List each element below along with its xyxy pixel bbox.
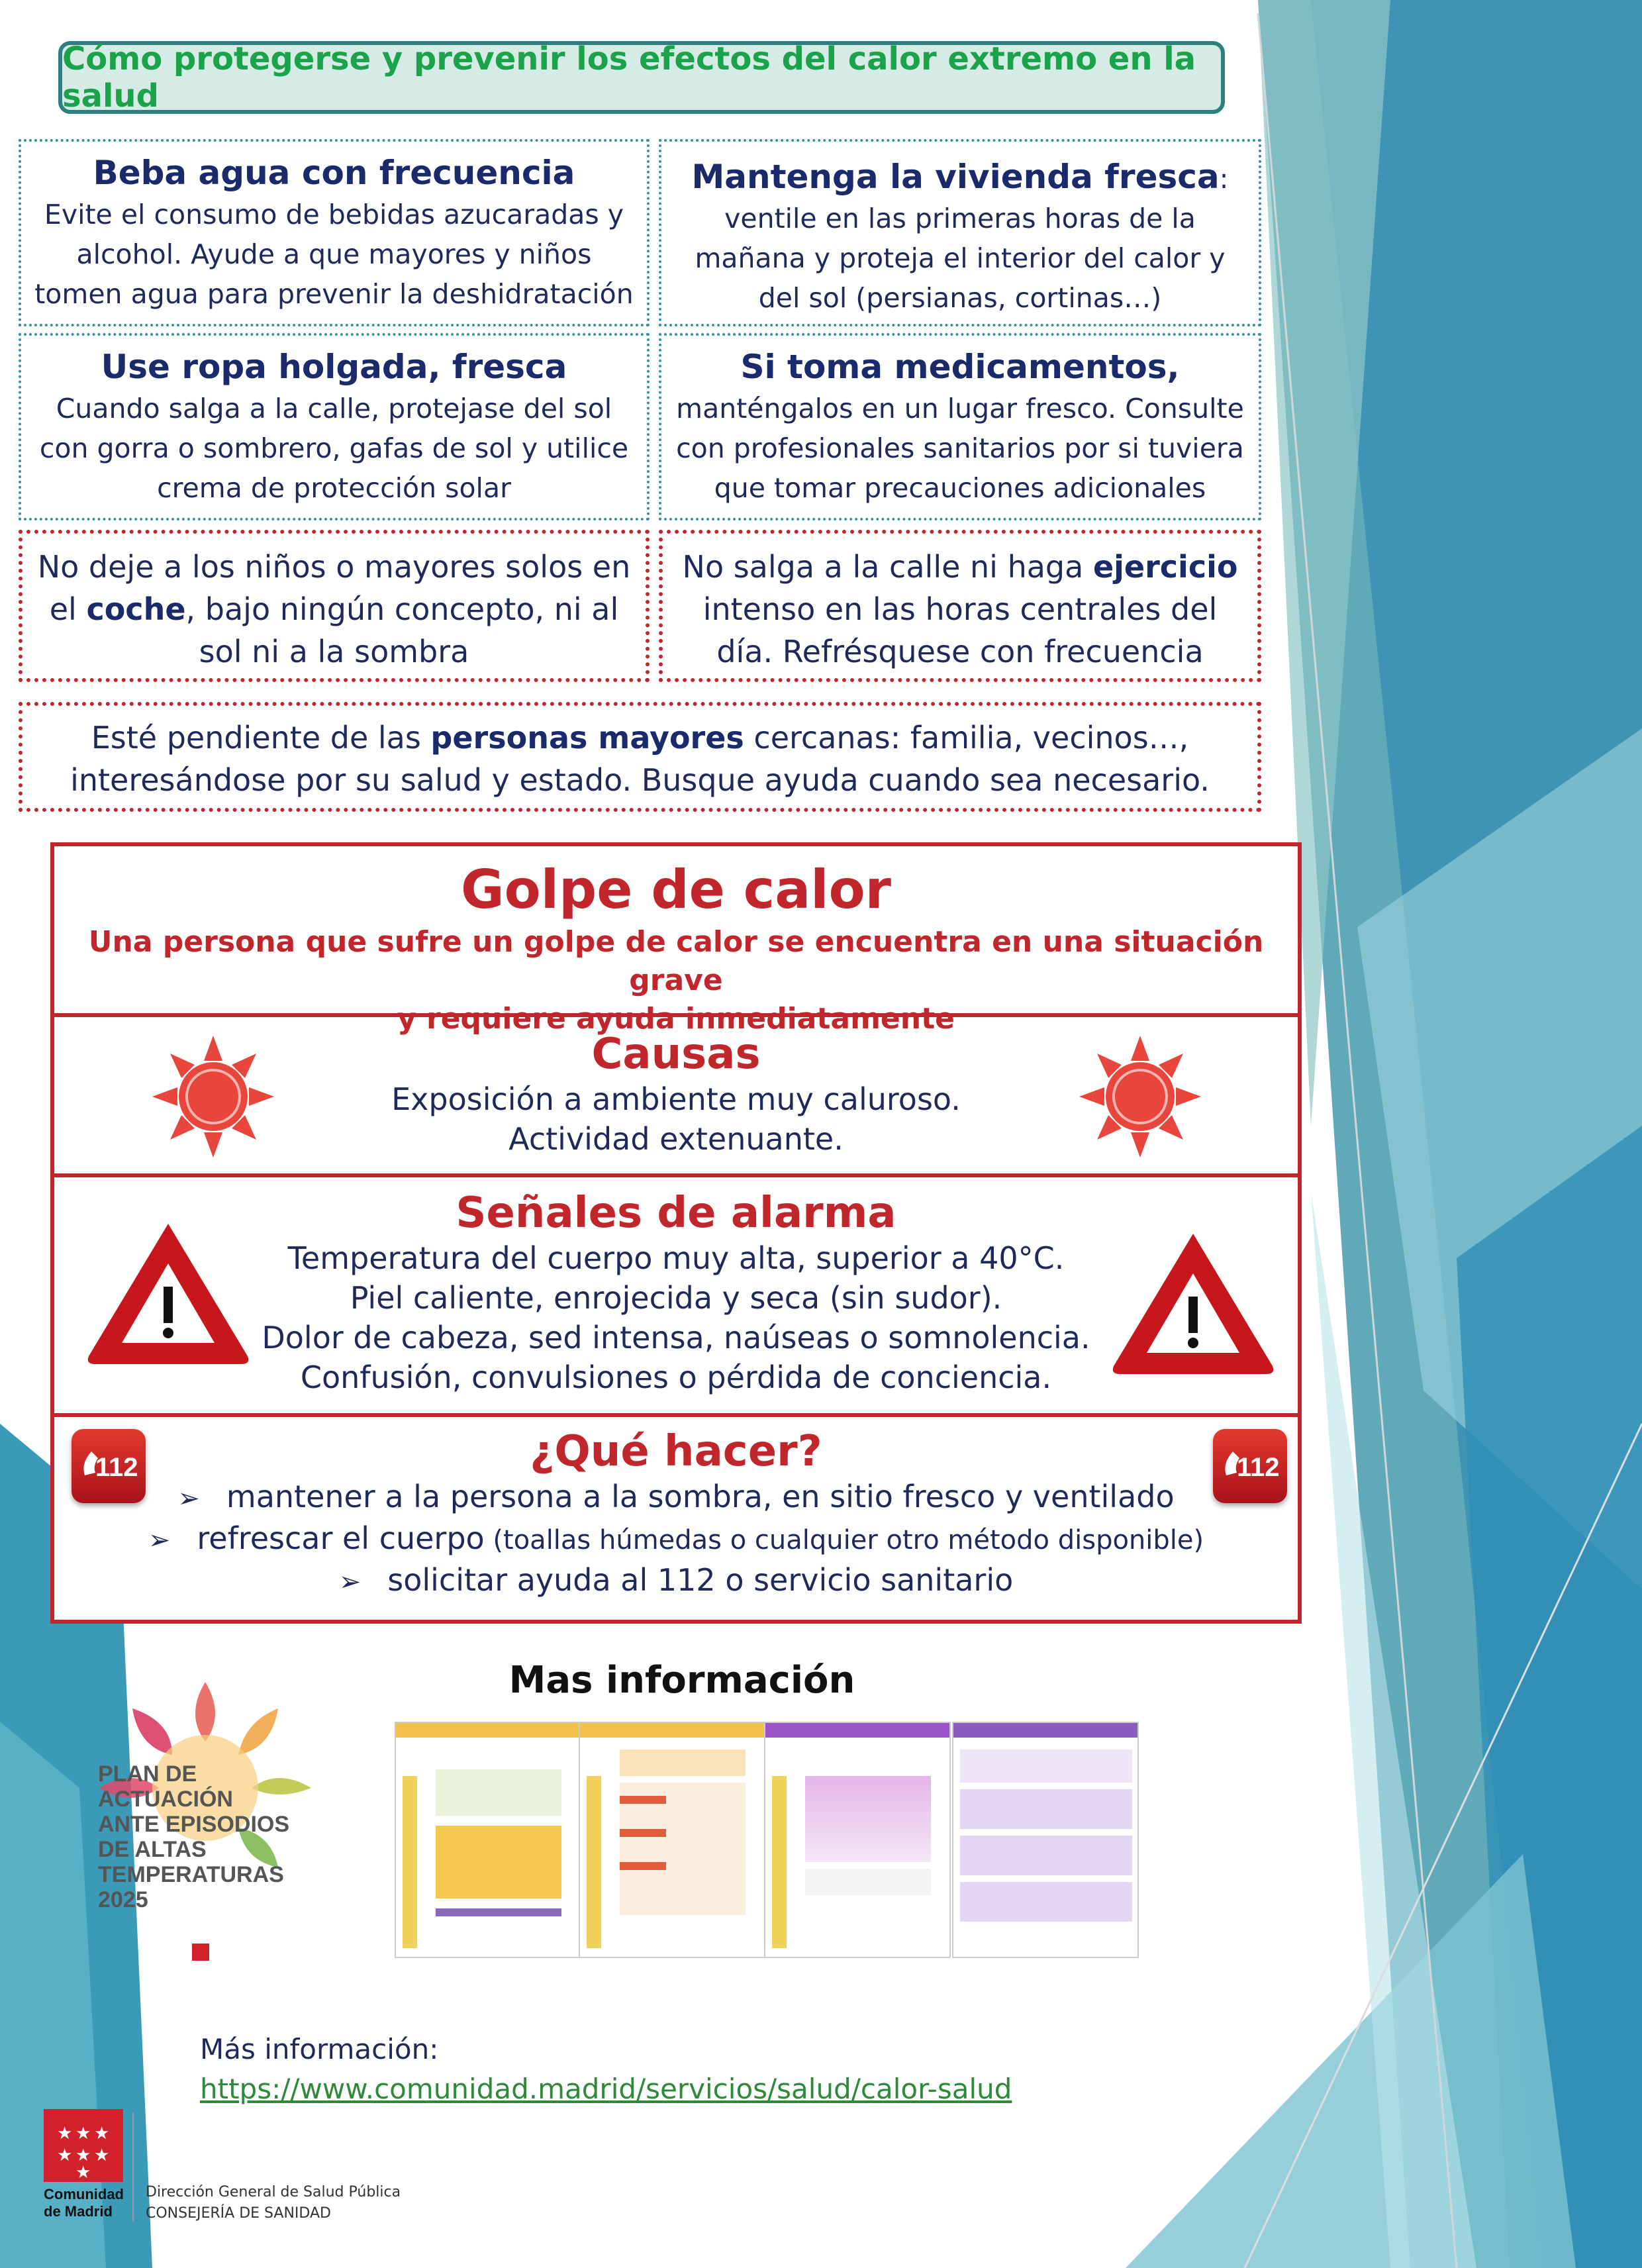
warning-icon <box>82 1217 254 1369</box>
alarm-signs-title: Señales de alarma <box>456 1189 896 1238</box>
tip-elderly-care <box>19 702 1261 812</box>
plan-logo-line: 2025 <box>98 1887 148 1912</box>
tip-text: No salga a la calle ni haga <box>682 549 1093 585</box>
tip-heading: Mantenga la vivienda fresca <box>691 158 1220 196</box>
heatstroke-subtitle-line1: Una persona que sufre un golpe de calor se encuentra en una situación grave <box>88 925 1264 997</box>
cause-item: Exposición a ambiente muy caluroso. <box>391 1081 961 1117</box>
alarm-sign-item: Dolor de cabeza, sed intensa, naúseas o somnolencia. <box>262 1320 1090 1356</box>
alarm-signs-section <box>54 1177 1298 1417</box>
svg-text:★: ★ <box>57 2145 73 2165</box>
tip-text: Esté pendiente de las <box>91 720 431 756</box>
alarm-sign-item: Piel caliente, enrojecida y seca (sin sudor). <box>350 1280 1002 1316</box>
tip-heading: Use ropa holgada, fresca <box>101 348 567 386</box>
what-to-do-text: refrescar el cuerpo <box>197 1520 485 1556</box>
svg-text:★: ★ <box>94 2145 110 2165</box>
what-to-do-section <box>54 1417 1298 1620</box>
tip-drink-water <box>19 139 650 326</box>
logo-text: de Madrid <box>44 2203 113 2220</box>
what-to-do-item <box>54 1560 1298 1602</box>
tip-emphasis: ejercicio <box>1092 549 1238 585</box>
tip-text: , bajo ningún concepto, ni al sol ni a la sombra <box>185 591 619 669</box>
madrid-mini-logo <box>192 1944 209 1961</box>
causes-title: Causas <box>591 1030 761 1079</box>
svg-text:★: ★ <box>57 2124 73 2144</box>
emergency-112-icon <box>72 1429 146 1503</box>
sun-icon <box>1074 1030 1206 1163</box>
tip-keep-home-cool <box>659 139 1261 326</box>
what-to-do-text: solicitar ayuda al 112 o servicio sanitario <box>387 1562 1014 1598</box>
tip-emphasis: personas mayores <box>430 720 744 756</box>
what-to-do-title: ¿Qué hacer? <box>530 1427 822 1476</box>
bulletin-thumbnail-night-temps[interactable] <box>764 1722 951 1958</box>
tip-exercise-warning <box>659 530 1261 682</box>
warning-icon <box>1107 1227 1279 1379</box>
tip-car-warning <box>19 530 650 682</box>
emergency-number: 112 <box>95 1453 138 1482</box>
more-info-label: Más información: <box>200 2033 439 2065</box>
tip-heading: Beba agua con frecuencia <box>93 154 575 192</box>
plan-logo-line: PLAN DE <box>98 1761 197 1787</box>
what-to-do-text: mantener a la persona a la sombra, en sitio fresco y ventilado <box>226 1479 1175 1514</box>
alarm-sign-item: Temperatura del cuerpo muy alta, superior a 40°C. <box>287 1240 1065 1276</box>
tip-emphasis: coche <box>86 591 186 627</box>
tip-body: : ventile en las primeras horas de la mañana y proteja el interior del calor y del sol (persianas, cortinas…) <box>695 163 1229 314</box>
what-to-do-note: (toallas húmedas o cualquier otro método disponible) <box>484 1525 1204 1555</box>
plan-logo-line: ACTUACIÓN <box>98 1787 233 1812</box>
madrid-flag-icon <box>44 2109 123 2182</box>
tip-heading: Si toma medicamentos, <box>740 348 1180 386</box>
arrow-bullet-icon: ➢ <box>148 1525 171 1555</box>
tip-text: No deje a los niños o mayores solos en el <box>37 549 631 627</box>
arrow-bullet-icon: ➢ <box>338 1567 362 1597</box>
svg-text:★: ★ <box>94 2124 110 2144</box>
bulletin-thumbnail-heat[interactable] <box>395 1722 581 1958</box>
heatstroke-header <box>54 846 1298 1036</box>
tip-body: Evite el consumo de bebidas azucaradas y alcohol. Ayude a que mayores y niños tomen agua para prevenir la deshidratación <box>34 199 634 310</box>
causes-section <box>54 1017 1298 1177</box>
footer-divider <box>132 2112 134 2222</box>
tip-body: manténgalos en un lugar fresco. Consulte con profesionales sanitarios por si tuviera que tomar precauciones adicionales <box>676 393 1244 504</box>
comunidad-madrid-logo <box>44 2109 123 2228</box>
tip-loose-clothing <box>19 333 650 520</box>
heatstroke-panel <box>50 842 1302 1624</box>
arrow-bullet-icon: ➢ <box>177 1483 200 1514</box>
plan-logo-line: DE ALTAS <box>98 1837 207 1862</box>
heatstroke-subtitle-line2: y requiere ayuda inmediatamente <box>397 1002 955 1036</box>
plan-logo-text <box>98 1761 289 1912</box>
tip-body: Cuando salga a la calle, protejase del sol con gorra o sombrero, gafas de sol y utilice crema de protección solar <box>39 393 629 504</box>
logo-text: Comunidad <box>44 2186 124 2202</box>
alarm-sign-item: Confusión, convulsiones o pérdida de conciencia. <box>300 1359 1052 1395</box>
plan-logo-line: ANTE EPISODIOS <box>98 1812 290 1837</box>
more-info-link[interactable]: https://www.comunidad.madrid/servicios/salud/calor-salud <box>200 2073 1012 2105</box>
tip-text: cercanas: familia, vecinos…, interesándose por su salud y estado. Busque ayuda cuando sea necesario. <box>70 720 1210 798</box>
more-info-title: Mas información <box>508 1659 855 1702</box>
what-to-do-item <box>54 1518 1298 1560</box>
plan-logo-line: TEMPERATURAS <box>98 1862 284 1887</box>
department-name: Dirección General de Salud Pública <box>146 2184 401 2200</box>
emergency-112-icon <box>1213 1429 1287 1503</box>
svg-text:★: ★ <box>75 2163 91 2182</box>
page-title: Cómo protegerse y prevenir los efectos del calor extremo en la salud <box>58 41 1225 114</box>
heatstroke-title: Golpe de calor <box>460 859 892 920</box>
stars-icon <box>44 2109 123 2182</box>
svg-text:★: ★ <box>75 2124 91 2144</box>
svg-text:★: ★ <box>75 2145 91 2165</box>
tip-medicines <box>659 333 1261 520</box>
bulletin-thumbnail-protect[interactable] <box>579 1722 765 1958</box>
cause-item: Actividad extenuante. <box>508 1121 844 1157</box>
ministry-name: CONSEJERÍA DE SANIDAD <box>146 2205 331 2222</box>
emergency-number: 112 <box>1237 1453 1280 1482</box>
sun-icon <box>147 1030 279 1163</box>
bulletin-thumbnail-recommendations[interactable] <box>952 1722 1139 1958</box>
what-to-do-item <box>54 1477 1298 1518</box>
heat-plan-logo <box>86 1669 324 1973</box>
tip-text: intenso en las horas centrales del día. Refrésquese con frecuencia <box>702 591 1218 669</box>
